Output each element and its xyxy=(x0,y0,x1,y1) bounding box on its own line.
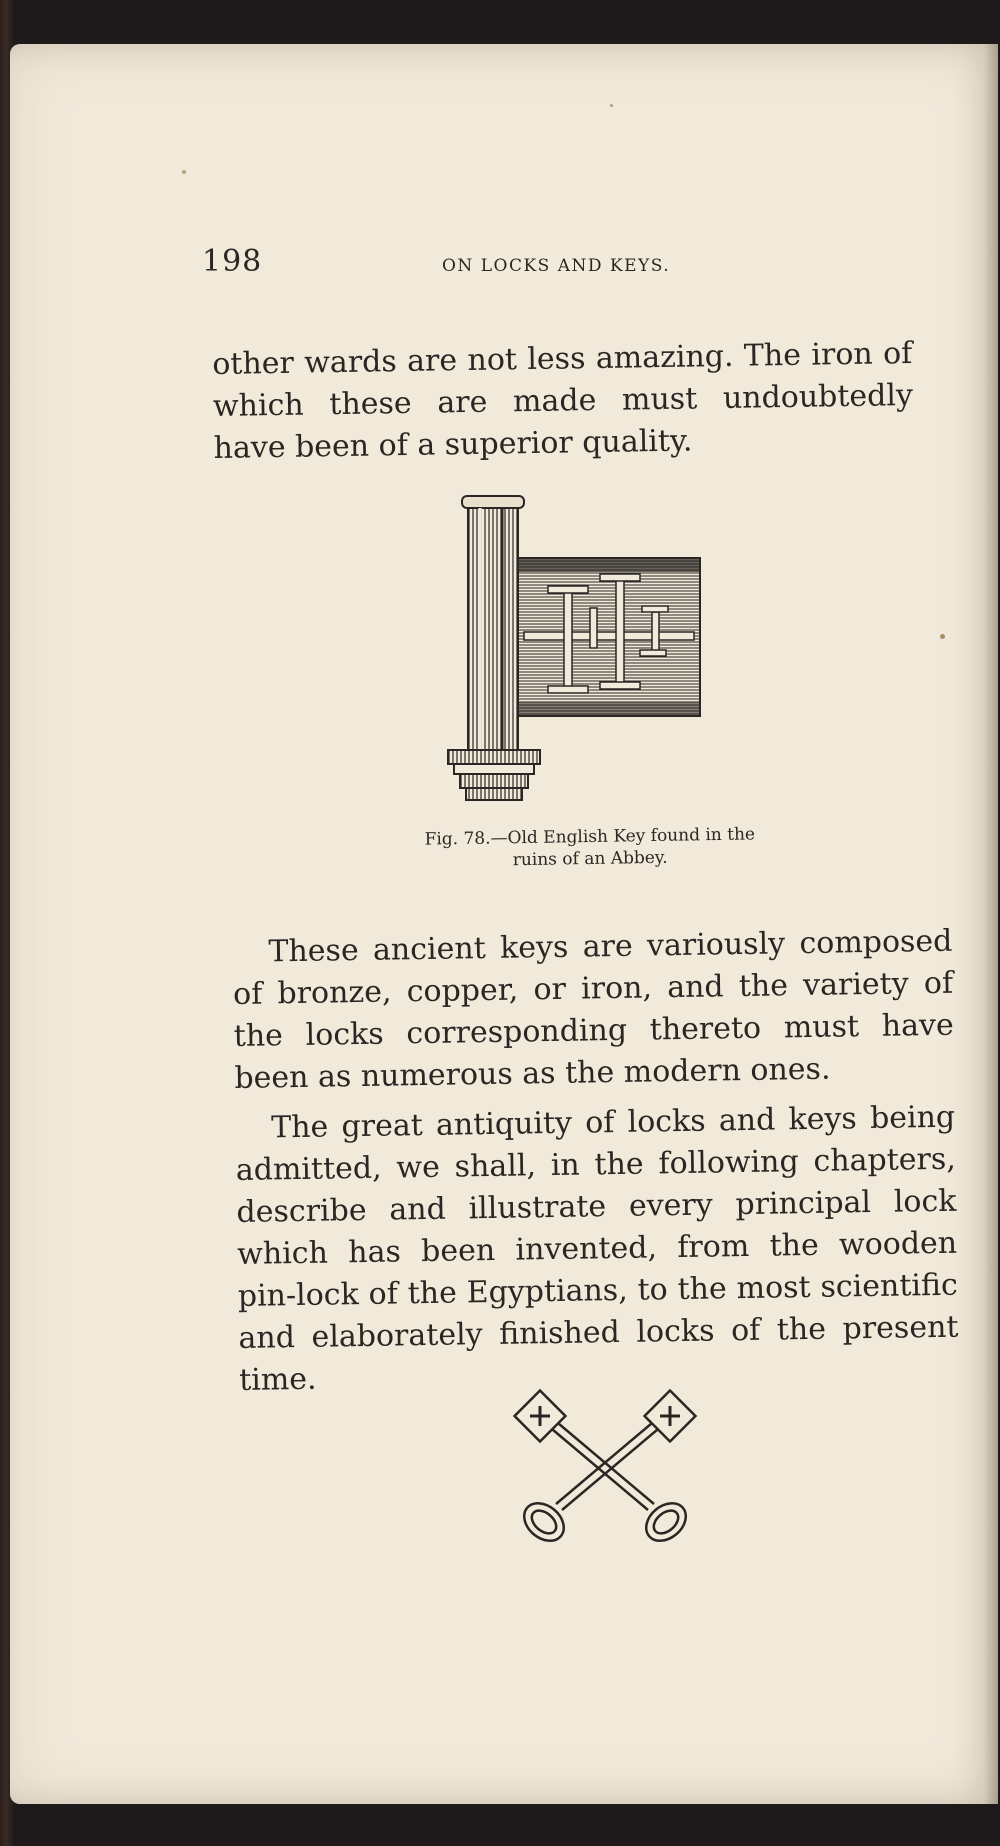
caption-line: Fig. 78.—Old English Key found in the xyxy=(424,824,756,850)
paper-speck xyxy=(940,634,945,639)
running-head: ON LOCKS AND KEYS. xyxy=(442,256,671,276)
paragraph-continued xyxy=(212,333,914,470)
caption-line: ruins of an Abbey. xyxy=(512,847,668,871)
paragraph-text: These ancient keys are variously composed of bronze, copper, or iron, and the variety of the locks corresponding thereto must have been as numerous as the modern ones. xyxy=(232,923,954,1096)
main-text xyxy=(232,913,959,1402)
old-english-key-illustration xyxy=(444,494,714,804)
figure-caption xyxy=(390,823,791,873)
page-header xyxy=(202,244,802,294)
book-page xyxy=(10,44,998,1804)
crossed-keys-ornament xyxy=(510,1384,700,1554)
page-number: 198 xyxy=(202,244,263,279)
paper-speck xyxy=(610,104,613,107)
paragraph-text: other wards are not less amazing. The iron of which these are made must undoubtedly have been of a superior quality. xyxy=(212,336,914,466)
paragraph-text: The great antiquity of locks and keys being admitted, we shall, in the following chapters, describe and illustrate every principal lock which has been invented, from the wooden pin-lock of the Egyptians, to the most scientific and elaborately finished locks of the present time. xyxy=(235,1099,959,1398)
paper-speck xyxy=(182,170,186,174)
